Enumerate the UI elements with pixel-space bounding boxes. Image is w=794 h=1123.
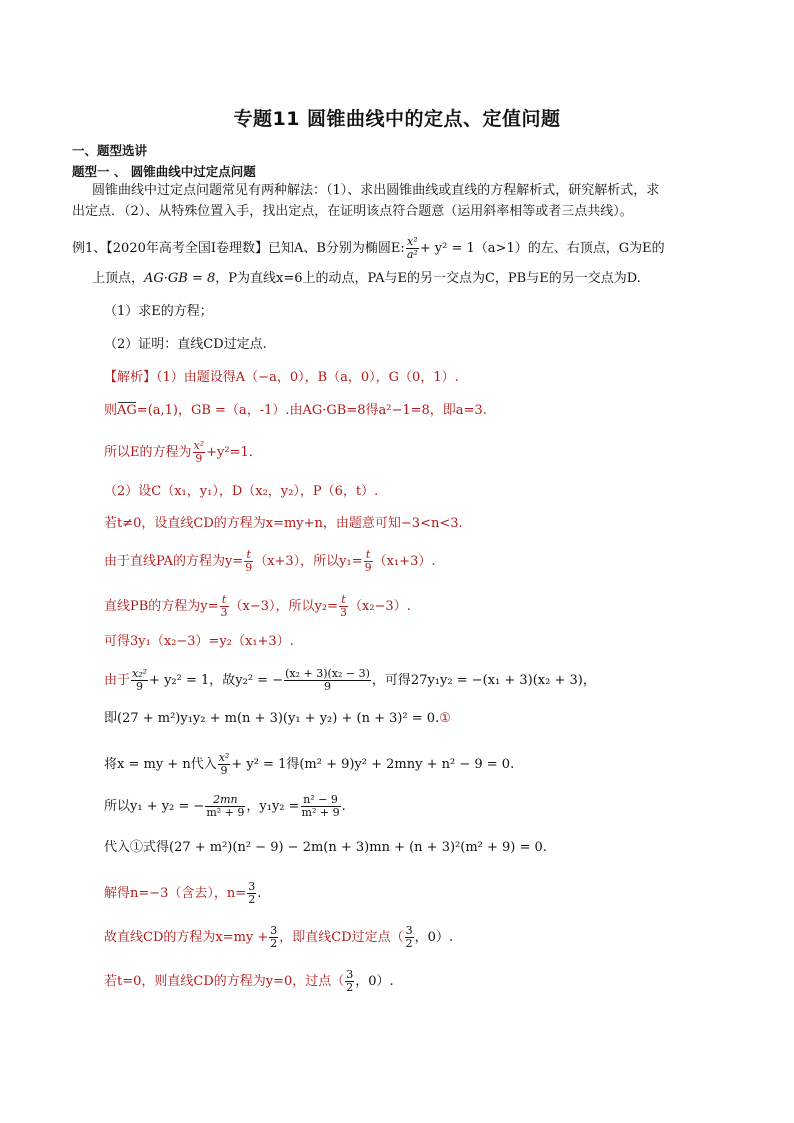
solution-line-16: 若t=0，则直线CD的方程为y=0，过点（ $\frac{3}{2}$ ，0）. [104, 968, 394, 994]
solution-line-12: 所以y₁ + y₂ = − $\frac{2mn}{\text{m² + 9}}$ ，y₁y₂ = $\frac{\text{n² − 9}}{\text{m² + 9}}$ . [104, 793, 346, 819]
solution-line-15: 故直线CD的方程为x=my + $\frac{3}{2}$ ，即直线CD过定点（ $\frac{3}{2}$ ，0）. [104, 924, 454, 950]
question-1: （1）求E的方程； [104, 304, 213, 319]
solution-line-13: 代入①式得(27 + m²)(n² − 9) − 2m(n + 3)mn + (n + 3)²(m² + 9) = 0. [104, 840, 547, 855]
intro-line-2: 出定点．（2）、从特殊位置入手，找出定点，在证明该点符合题意（运用斜率相等或者三点共线）。 [72, 204, 633, 219]
type-heading: 题型一 、 圆锥曲线中过定点问题 [72, 164, 256, 179]
intro-line-1: 圆锥曲线中过定点问题常见有两种解法：（1）、求出圆锥曲线或直线的方程解析式，研究解析式，求 [92, 183, 660, 198]
section-heading: 一、题型选讲 [72, 143, 148, 158]
solution-line-9: 由于 $\frac{\text{x₂²}}{9}$ + y₂² = 1，故y₂² = − $\frac{\text{(x₂ + 3)(x₂ − 3)}}{9}$ ，可得27y₁y₂ = −(x₁ + 3)(x₂ + 3)， [104, 667, 596, 693]
example-line-2: 上顶点，AG·GB = 8，P为直线x=6上的动点，PA与E的另一交点为C，PB与E的另一交点为D. [92, 271, 641, 286]
example-line-1: 例1、【2020年高考全国Ⅰ卷理数】已知A、B分别为椭圆E: $\frac{\text{x²}}{\text{a²}}$ + y² = 1（a>1）的左、右顶点，G为E的 [72, 235, 665, 261]
solution-line-6: 由于直线PA的方程为y= $\frac{t}{9}$ （x+3），所以y₁= $\frac{t}{9}$ （x₁+3）. [104, 548, 436, 574]
solution-line-5: 若t≠0，设直线CD的方程为x=my+n，由题意可知−3<n<3. [104, 516, 463, 531]
page-title: 专题11 圆锥曲线中的定点、定值问题 [233, 108, 561, 130]
question-2: （2）证明：直线CD过定点. [104, 337, 267, 352]
solution-line-10: 即(27 + m²)y₁y₂ + m(n + 3)(y₁ + y₂) + (n + 3)² = 0.① [104, 711, 451, 726]
solution-line-7: 直线PB的方程为y= $\frac{t}{3}$ （x−3），所以y₂= $\frac{t}{3}$ （x₂−3）. [104, 593, 411, 619]
solution-line-1: 【解析】（1）由题设得A（−a，0），B（a，0），G（0，1）. [104, 370, 459, 385]
solution-line-11: 将x = my + n代入 $\frac{\text{x²}}{9}$ + y² = 1得(m² + 9)y² + 2mny + n² − 9 = 0. [104, 751, 515, 777]
solution-line-2: 则AG=(a,1)，GB =（a，-1）.由AG·GB=8得a²−1=8，即a=3. [104, 403, 487, 418]
solution-line-3: 所以E的方程为 $\frac{\text{x²}}{9}$ +y²=1． [104, 439, 262, 465]
solution-line-8: 可得3y₁（x₂−3）=y₂（x₁+3）. [104, 634, 294, 649]
solution-line-4: （2）设C（x₁，y₁），D（x₂，y₂），P（6，t）. [104, 484, 379, 499]
solution-line-14: 解得n=−3（含去），n= $\frac{3}{2}$ . [104, 880, 262, 906]
